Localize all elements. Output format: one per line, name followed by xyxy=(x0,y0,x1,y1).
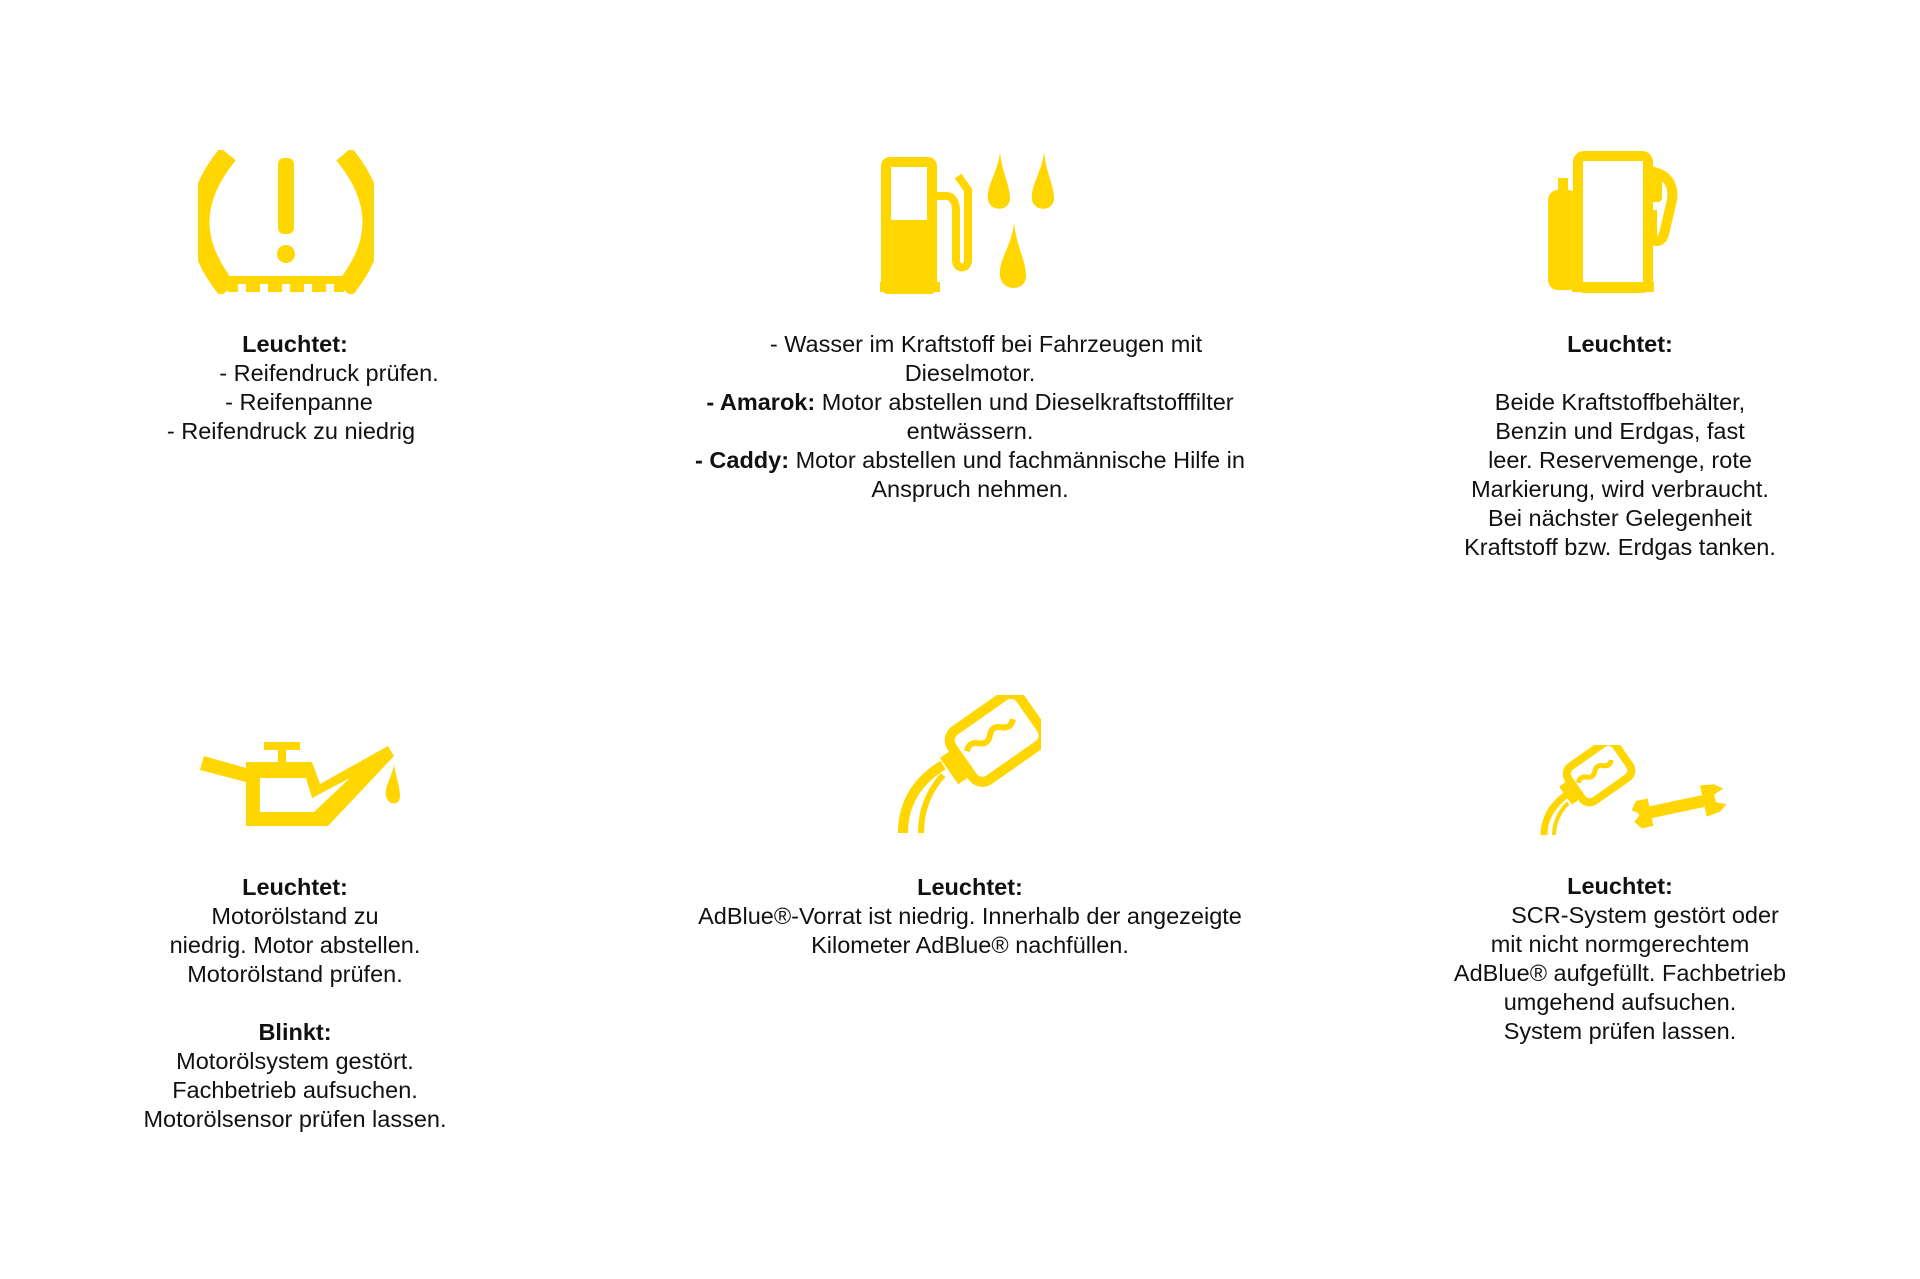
fuel-and-gas-reserve-icon xyxy=(1548,150,1678,294)
item-1-line: - Reifendruck prüfen. xyxy=(219,360,439,386)
item-3-line: Bei nächster Gelegenheit xyxy=(1488,505,1752,531)
item-2-line xyxy=(660,388,1280,417)
item-3-line: Beide Kraftstoffbehälter, xyxy=(1494,389,1746,415)
item-4-line: Motorölstand zu xyxy=(211,903,379,929)
item-2-bold: - Caddy: xyxy=(695,447,790,473)
oil-can-icon xyxy=(200,740,404,836)
item-2-bold: - Amarok: xyxy=(706,389,816,415)
item-3-line: Benzin und Erdgas, fast xyxy=(1495,418,1745,444)
item-6-line: SCR-System gestört oder xyxy=(1511,902,1779,928)
tire-pressure-warning-icon xyxy=(198,150,374,294)
item-4-text xyxy=(115,873,475,1134)
item-4-line xyxy=(115,989,475,1018)
item-3-line: leer. Reservemenge, rote xyxy=(1488,447,1752,473)
item-3-line: Leuchtet: xyxy=(1567,331,1673,357)
item-2-regular: Dieselmotor. xyxy=(904,360,1036,386)
adblue-refill-icon xyxy=(895,695,1041,835)
item-2-line xyxy=(660,330,1280,359)
item-2-regular: Motor abstellen und fachmännische Hilfe in xyxy=(789,447,1245,473)
item-2-line xyxy=(660,417,1280,446)
item-3-line xyxy=(1450,359,1790,388)
item-5-line: Leuchtet: xyxy=(917,874,1023,900)
item-4-line: Leuchtet: xyxy=(242,874,348,900)
item-2-regular: Anspruch nehmen. xyxy=(871,476,1069,502)
item-3-line: Markierung, wird verbraucht. xyxy=(1471,476,1769,502)
item-5-line: Kilometer AdBlue® nachfüllen. xyxy=(811,932,1129,958)
item-4-line: Motorölstand prüfen. xyxy=(187,961,403,987)
item-2-regular: entwässern. xyxy=(906,418,1034,444)
item-4-line: Blinkt: xyxy=(258,1019,332,1045)
item-2-line xyxy=(660,475,1280,504)
item-6-line: Leuchtet: xyxy=(1567,873,1673,899)
item-4-line: niedrig. Motor abstellen. xyxy=(169,932,421,958)
item-6-line: AdBlue® aufgefüllt. Fachbetrieb xyxy=(1453,960,1787,986)
item-1-text xyxy=(145,330,445,446)
item-1-line: - Reifenpanne xyxy=(225,389,373,415)
item-6-text xyxy=(1440,872,1800,1046)
item-3-text xyxy=(1450,330,1790,562)
item-6-line: System prüfen lassen. xyxy=(1503,1018,1737,1044)
item-3-line: Kraftstoff bzw. Erdgas tanken. xyxy=(1464,534,1776,560)
water-in-fuel-icon xyxy=(880,150,1056,294)
item-4-line: Motorölsensor prüfen lassen. xyxy=(143,1106,447,1132)
item-2-line xyxy=(660,359,1280,388)
item-1-line: - Reifendruck zu niedrig xyxy=(166,418,416,444)
item-2-line xyxy=(660,446,1280,475)
adblue-scr-fault-wrench-icon xyxy=(1540,745,1730,837)
item-5-text xyxy=(660,873,1280,960)
item-2-regular: Motor abstellen und Dieselkraftstofffilter xyxy=(815,389,1234,415)
item-4-line: Motorölsystem gestört. xyxy=(176,1048,414,1074)
item-4-line: Fachbetrieb aufsuchen. xyxy=(172,1077,418,1103)
item-6-line: umgehend aufsuchen. xyxy=(1503,989,1737,1015)
item-5-line: AdBlue®-Vorrat ist niedrig. Innerhalb der angezeigte xyxy=(698,903,1242,929)
item-2-regular: - Wasser im Kraftstoff bei Fahrzeugen mit xyxy=(769,331,1203,357)
item-1-line: Leuchtet: xyxy=(242,331,348,357)
item-6-line: mit nicht normgerechtem xyxy=(1490,931,1750,957)
item-2-text xyxy=(660,330,1280,504)
